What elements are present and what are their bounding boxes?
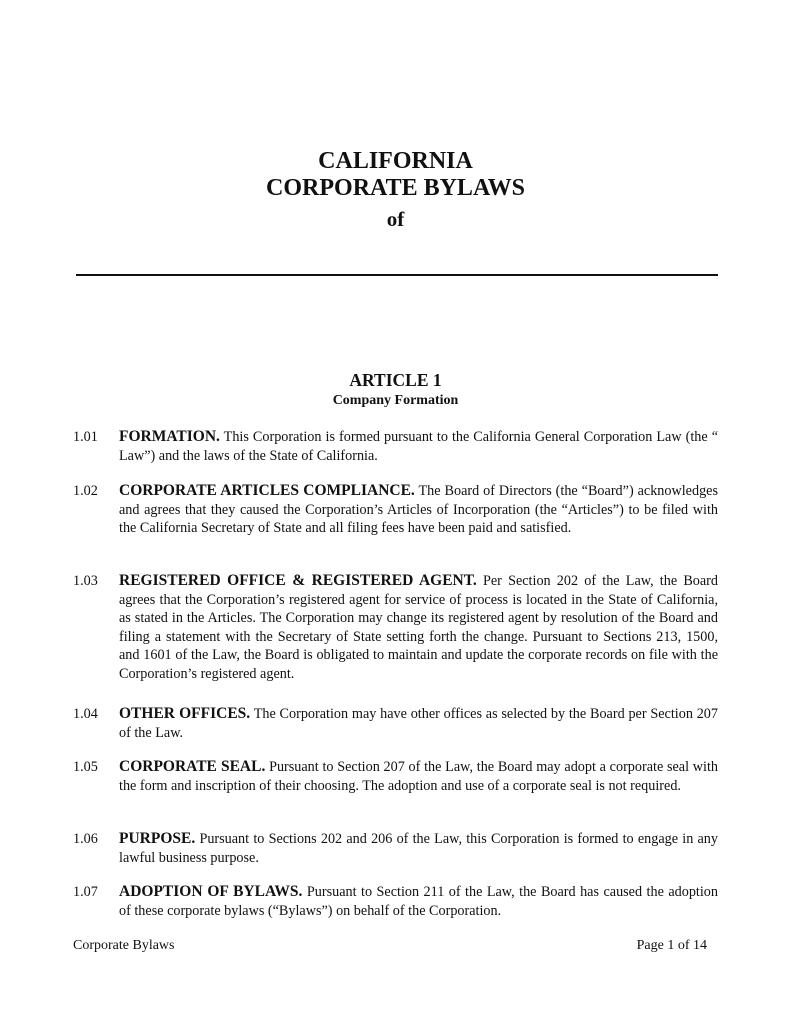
section-text: This Corporation is formed pursuant to the California General Corporation Law (the “ Law”) and the laws of the State of California. [119,429,718,464]
section-body [119,883,718,920]
title-line-2: CORPORATE BYLAWS [266,175,525,201]
section-heading: REGISTERED OFFICE & REGISTERED AGENT. [119,572,477,589]
section-number: 1.04 [73,706,98,722]
section-number: 1.02 [73,483,98,499]
article-title: ARTICLE 1 [349,370,442,390]
section-1-01 [73,428,718,465]
section-1-07 [73,883,718,920]
section-heading: ADOPTION OF BYLAWS. [119,883,303,900]
section-body [119,428,718,465]
section-number: 1.07 [73,884,98,900]
section-heading: FORMATION. [119,428,220,445]
section-1-02 [73,482,718,538]
footer-document-name: Corporate Bylaws [73,938,175,953]
section-text: The Corporation may have other offices as selected by the Board per Section 207 of the Law. [119,706,718,741]
section-1-03 [73,572,718,683]
section-1-04 [73,705,718,742]
section-body [119,705,718,742]
company-name-line [76,274,718,276]
section-body [119,830,718,867]
section-body [119,572,718,683]
section-1-06 [73,830,718,867]
section-heading: CORPORATE ARTICLES COMPLIANCE. [119,482,415,499]
section-1-05 [73,758,718,795]
section-body [119,758,718,795]
section-heading: CORPORATE SEAL. [119,758,266,775]
section-number: 1.06 [73,831,98,847]
title-line-3: of [386,207,405,231]
section-number: 1.01 [73,429,98,445]
section-text: Pursuant to Section 207 of the Law, the Board may adopt a corporate seal with the form and inscription of their choosing. The adoption and use of a corporate seal is not required. [119,759,719,794]
footer-page-number: Page 1 of 14 [636,938,707,953]
section-heading: OTHER OFFICES. [119,705,251,722]
section-text: Pursuant to Section 211 of the Law, the Board has caused the adoption of these corporate bylaws (“Bylaws”) on behalf of the Corporation. [119,884,718,919]
section-text: Per Section 202 of the Law, the Board agrees that the Corporation’s registered agent for service of process is located in the State of California, as stated in the Articles. The Corporation may change its registered agent by resolution of the Board and filing a statement with the Secretary of State setting forth the change. Pursuant to Sections 213, 1500, and 1601 of the Law, the Board is obligated to maintain and update the corporate records on file with the Corporation’s registered agent. [119,573,718,682]
section-text: The Board of Directors (the “Board”) acknowledges and agrees that they caused the Corporation’s Articles of Incorporation (the “Articles”) to be filed with the California Secretary of State and all filing fees have been paid and satisfied. [119,483,718,536]
section-heading: PURPOSE. [119,830,196,847]
article-subtitle: Company Formation [332,393,459,408]
section-text: Pursuant to Sections 202 and 206 of the Law, this Corporation is formed to engage in any lawful business purpose. [119,831,718,866]
section-body [119,482,718,538]
title-line-1: CALIFORNIA [318,148,473,174]
section-number: 1.05 [73,759,98,775]
section-number: 1.03 [73,573,98,589]
